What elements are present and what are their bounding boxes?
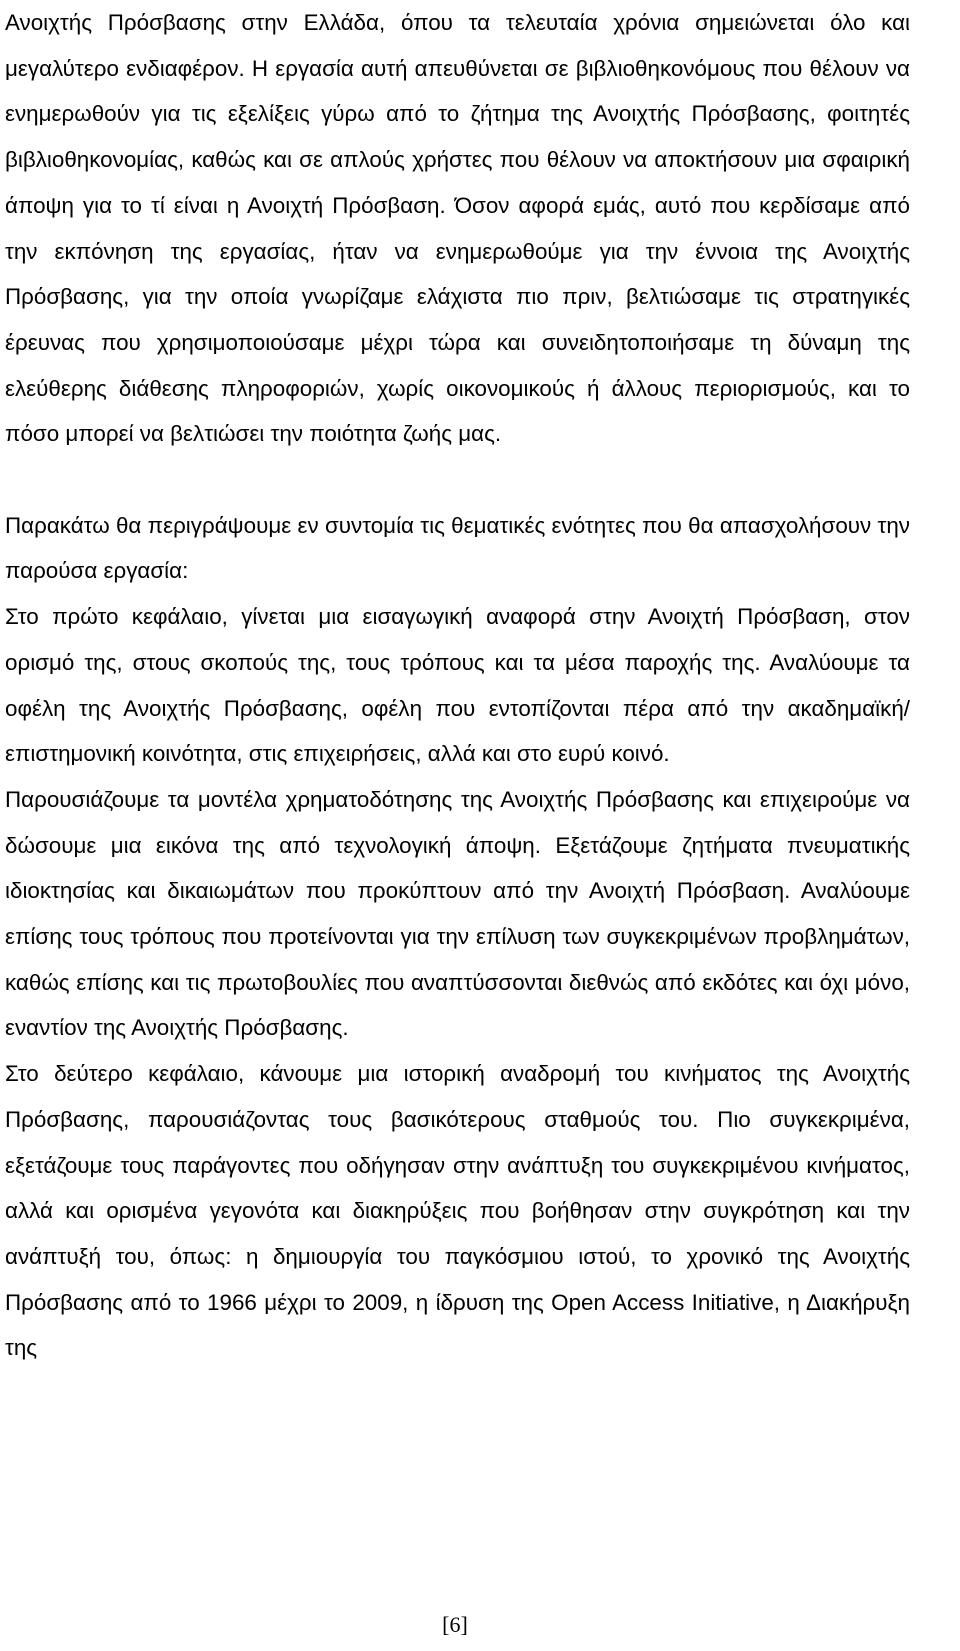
paragraph-chapter-one-continued: Παρουσιάζουμε τα μοντέλα χρηματοδότησης της Ανοιχτής Πρόσβασης και επιχειρούμε να δώσουμε μια εικόνα της από τεχνολογική άποψη. Εξετάζουμε ζητήματα πνευματικής ιδιοκτησίας και δικαιωμάτων που προκύπτουν από την Ανοιχτή Πρόσβαση. Αναλύουμε επίσης τους τρόπους που προτείνονται για την επίλυση των συγκεκριμένων προβλημάτων, καθώς επίσης και τις πρωτοβουλίες που αναπτύσσονται διεθνώς από εκδότες και όχι μόνο, εναντίον της Ανοιχτής Πρόσβασης. (5, 786, 910, 1041)
paragraph-audience: Ανοιχτής Πρόσβασης στην Ελλάδα, όπου τα τελευταία χρόνια σημειώνεται όλο και μεγαλύτερο ενδιαφέρον. Η εργασία αυτή απευθύνεται σε βιβλιοθηκονόμους που θέλουν να ενημερωθούν για τις εξελίξεις γύρω από το ζήτημα της Ανοιχτής Πρόσβασης, φοιτητές βιβλιοθηκονομίας, καθώς και σε απλούς χρήστες που θέλουν να αποκτήσουν μια σφαιρική άποψη για το τί είναι η Ανοιχτή Πρόσβαση. Όσον αφορά εμάς, αυτό που κερδίσαμε από την εκπόνηση της εργασίας, ήταν να ενημερωθούμε για την έννοια της Ανοιχτής Πρόσβασης, για την οποία γνωρίζαμε ελάχιστα πιο πριν, βελτιώσαμε τις στρατηγικές έρευνας που χρησιμοποιούσαμε μέχρι τώρα και συνειδητοποιήσαμε τη δύναμη της ελεύθερης διάθεσης πληροφοριών, χωρίς οικονομικούς ή άλλους περιορισμούς, και το πόσο μπορεί να βελτιώσει την ποιότητα ζωής μας. (5, 10, 910, 447)
paragraph-chapter-two: Στο δεύτερο κεφάλαιο, κάνουμε μια ιστορική αναδρομή του κινήματος της Ανοιχτής Πρόσβασης, παρουσιάζοντας τους βασικότερους σταθμούς του. Πιο συγκεκριμένα, εξετάζουμε τους παράγοντες που οδήγησαν στην ανάπτυξη του συγκεκριμένου κινήματος, αλλά και ορισμένα γεγονότα και διακηρύξεις που βοήθησαν στην συγκρότηση και την ανάπτυξή του, όπως: η δημιουργία του παγκόσμιου ιστού, το χρονικό της Ανοιχτής Πρόσβασης από το 1966 μέχρι το 2009, η ίδρυση της Open Access Initiative, η Διακήρυξη της (5, 1061, 910, 1361)
paragraph-overview-intro: Παρακάτω θα περιγράψουμε εν συντομία τις θεματικές ενότητες που θα απασχολήσουν την παρούσα εργασία: (5, 512, 910, 584)
paragraph-chapter-one: Στο πρώτο κεφάλαιο, γίνεται μια εισαγωγική αναφορά στην Ανοιχτή Πρόσβαση, στον ορισμό της, στους σκοπούς της, τους τρόπους και τα μέσα παροχής της. Αναλύουμε τα οφέλη της Ανοιχτής Πρόσβασης, οφέλη που εντοπίζονται πέρα από την ακαδημαϊκή/ επιστημονική κοινότητα, στις επιχειρήσεις, αλλά και στο ευρύ κοινό. (5, 604, 910, 767)
page-number: [6] (442, 1612, 468, 1637)
document-page (5, 0, 910, 1600)
paragraph-spacer (5, 457, 910, 503)
